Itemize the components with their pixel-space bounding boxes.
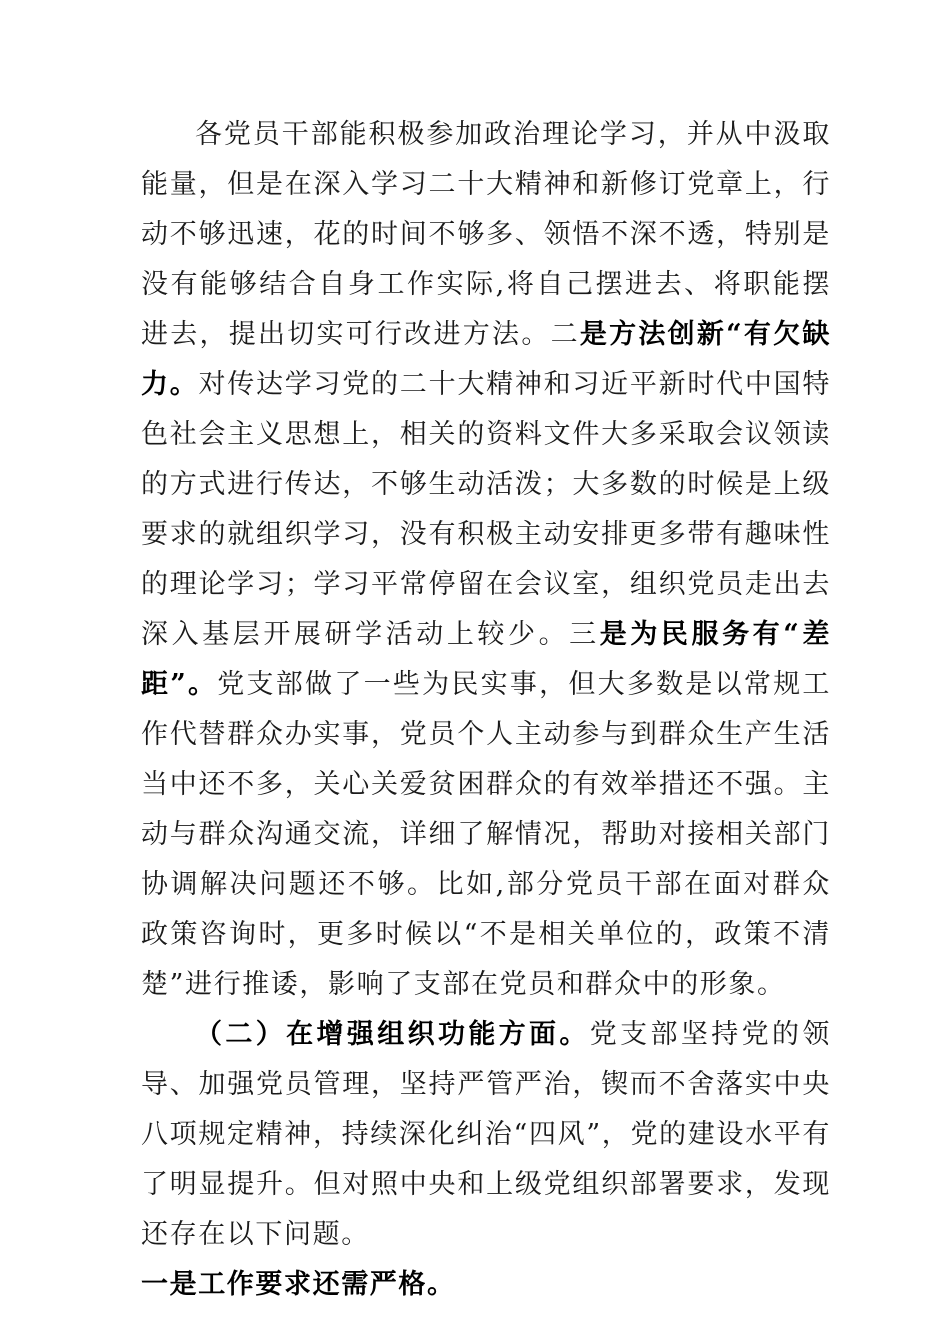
paragraph-theory-study (141, 110, 831, 1010)
paragraph-organization-function (141, 1010, 831, 1260)
bold-heading-work-requirements: 一是工作要求还需严格。 (141, 1269, 456, 1300)
paragraph-text: 对传达学习党的二十大精神和习近平新时代中国特色社会主义思想上，相关的资料文件大多采取会议领读的方式进行传达，不够生动活泼；大多数的时候是上级要求的就组织学习，没有积极主动安排更多带有趣味性的理论学习；学习平常停留在会议室，组织党员走出去深入基层开展研学活动上较少。三 (141, 369, 831, 650)
section-heading-organization: （二）在增强组织功能方面。 (195, 1019, 590, 1050)
paragraph-text: 党支部做了一些为民实事，但大多数是以常规工作代替群众办实事，党员个人主动参与到群众生产生活当中还不多，关心关爱贫困群众的有效举措还不强。主动与群众沟通交流，详细了解情况，帮助对接相关部门协调解决问题还不够。比如,部分党员干部在面对群众政策咨询时，更多时候以“不是相关单位的，政策不清楚”进行推诿，影响了支部在党员和群众中的形象。 (141, 669, 831, 1000)
paragraph-text: 党支部坚持党的领导、加强党员管理，坚持严管严治，锲而不舍落实中央八项规定精神，持续深化纠治“四风”，党的建设水平有了明显提升。但对照中央和上级党组织部署要求，发现还存在以下问题。 (141, 1019, 831, 1250)
document-body (141, 110, 831, 1310)
bold-heading-serve-people: 是为民服务有“差距”。 (141, 619, 831, 700)
bold-heading-method-innovation: 是方法创新“有欠缺力。 (141, 319, 831, 400)
paragraph-work-requirements (141, 1260, 831, 1310)
paragraph-text: 各党员干部能积极参加政治理论学习，并从中汲取能量，但是在深入学习二十大精神和新修订党章上，行动不够迅速，花的时间不够多、领悟不深不透，特别是没有能够结合自身工作实际,将自己摆进去、将职能摆进去，提出切实可行改进方法。二 (141, 119, 831, 350)
